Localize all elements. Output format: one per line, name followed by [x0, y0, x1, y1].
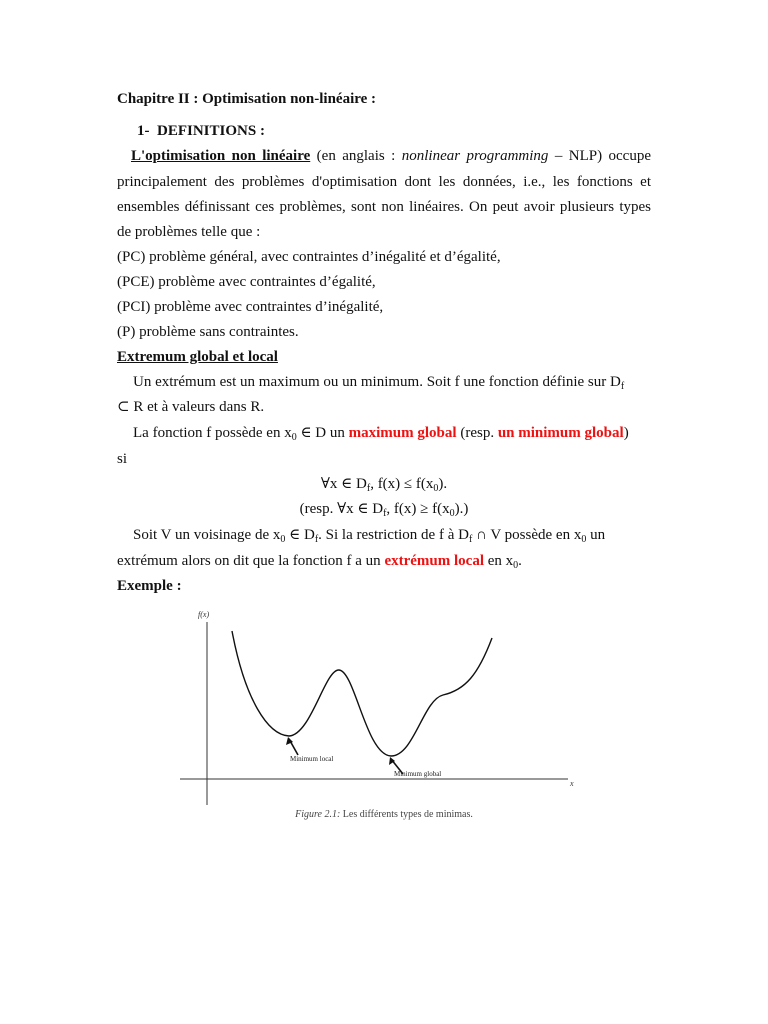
example-label: Exemple : [117, 578, 182, 594]
global-definition-line: La fonction f possède en $x_0$ ∈ D un maximum global (resp. un minimum global) [133, 425, 629, 443]
figure-caption: Figure 2.1: Les différents types de minimas. [295, 809, 473, 820]
problem-type-pci: (PCI) problème avec contraintes d’inégalité, [117, 299, 384, 315]
chapter-title: Chapitre II : Optimisation non-linéaire : [117, 91, 377, 107]
minimum-global-term: un minimum global [497, 425, 624, 441]
intro-term: L'optimisation non linéaire [131, 148, 311, 164]
intro-line-3: ensembles définissant ces problèmes, sont non linéaires. On peut avoir plusieurs types [117, 199, 651, 215]
extremum-line-1: Un extrémum est un maximum ou un minimum. Soit f une fonction définie sur $D_f$ [133, 374, 625, 392]
formula-max: ∀x ∈ $D_f$, $f(x) \le f(x_0)$. [320, 476, 448, 494]
voisinage-line-2: extrémum alors on dit que la fonction f a un extrémum local en $x_0$. [117, 553, 522, 571]
problem-type-pce: (PCE) problème avec contraintes d’égalité, [117, 274, 376, 290]
function-curve [232, 631, 492, 756]
x-axis-label: x [570, 779, 574, 788]
y-axis-label: f(x) [198, 610, 210, 619]
voisinage-line-1: Soit V un voisinage de $x_0$ ∈ $D_f$. Si la restriction de f à $D_f$ ∩ V possède en $x_0$ un [133, 527, 606, 545]
extremum-local-term: extrémum local [384, 553, 484, 569]
intro-line-4: de problèmes telle que : [117, 224, 261, 240]
subsection-title: Extremum global et local [117, 349, 278, 365]
intro-line-1: L'optimisation non linéaire (en anglais : nonlinear programming – NLP) occupe [131, 148, 651, 164]
min-local-label: Minimum local [290, 755, 334, 763]
formula-min: (resp. ∀x ∈ $D_f$, $f(x) \ge f(x_0)$.) [299, 501, 469, 519]
problem-type-p: (P) problème sans contraintes. [117, 324, 299, 340]
min-global-label: Minimum global [394, 770, 442, 778]
problem-type-pc: (PC) problème général, avec contraintes d’inégalité et d’égalité, [117, 249, 501, 265]
si-word: si [117, 451, 128, 467]
extremum-line-2: ⊂ R et à valeurs dans R. [117, 399, 265, 415]
maximum-global-term: maximum global [348, 425, 457, 441]
section-number: 1- [137, 123, 150, 139]
intro-line-2: principalement des problèmes d'optimisation dont les données, i.e., les fonctions et [117, 174, 651, 190]
section-title: DEFINITIONS : [157, 123, 265, 139]
intro-english: nonlinear programming [401, 148, 549, 164]
